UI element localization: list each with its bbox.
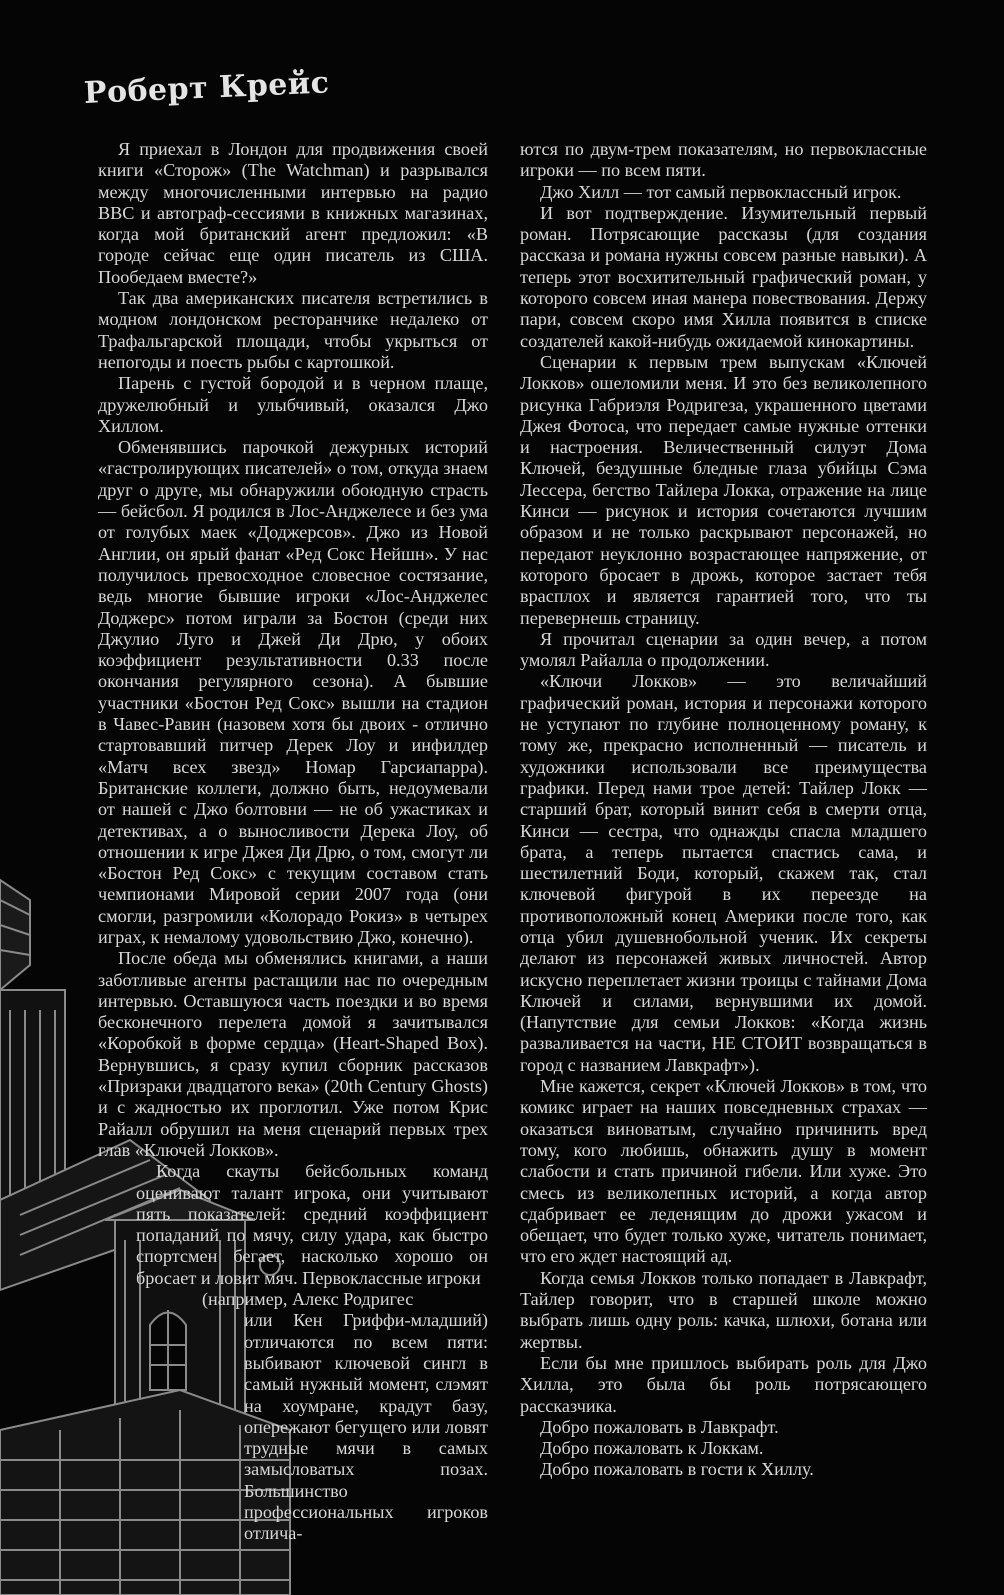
paragraph: «Ключи Локков» — это величайший графический роман, история и персонажи которого не уступают по глубине полноценному роману, к тому же, прекрасно исполненный — писатель и художники использовали все преимущества графики. Перед нами трое детей: Тайлер Локк — старший брат, который винит себя в смерти отца, Кинси — сестра, что однажды спасла младшего брата, а теперь пытается спастись сама, и шестилетний Боди, который, скажем так, стал ключевой фигурой в их переезде на противоположный конец Америки после того, как отца убил душевнобольной ученик. Их секреты делают из персонажей живых личностей. Автор искусно переплетает жизни троицы с тайнами Дома Ключей и силами, вернувшими их домой. (Напутствие для семьи Локков: «Когда жизнь разваливается на части, НЕ СТОИТ возвращаться в город с названием Лавкрафт»). — [520, 671, 927, 1075]
closing-line: Добро пожаловать в Лавкрафт. — [540, 1416, 779, 1437]
right-text-column — [520, 139, 927, 1481]
paragraph-continuation: (например, Алекс Родригес — [202, 1289, 414, 1310]
paragraph: После обеда мы обменялись книгами, а наши заботливые агенты растащили нас по очередным интервью. Оставшуюся часть поездки и во время бесконечного перелета домой я зачитывался «Коробкой в форме сердца» (Heart-Shaped Box). Вернувшись, я сразу купил сборник рассказов «Призраки двадцатого века» (20th Century Ghosts) и с жадностью их проглотил. Уже потом Крис Райалл обрушил на меня сценарий первых трех глав «Ключей Локков». — [98, 948, 488, 1160]
paragraph: Когда семья Локков только попадает в Лавкрафт, Тайлер говорит, что в старшей школе можно выбрать лишь одну роль: качка, шлюхи, ботана или жертвы. — [520, 1267, 927, 1352]
paragraph: Обменявшись парочкой дежурных историй «гастролирующих писателей» о том, откуда знаем друг о друге, мы обнаружили обоюдную страсть — бейсбол. Я родился в Лос-Анджелесе и без ума от голубых маек «Доджерсов». Джо из Новой Англии, он ярый фанат «Ред Сокс Нейшн». У нас получилось превосходное словесное состязание, ведь многие бывшие игроки «Лос-Анджелес Доджерс» потом играли за Бостон (среди них Джулио Луго и Джей Ди Дрю, у обоих коэффициент результативности 0.33 после окончания регулярного сезона). А бывшие участники «Бостон Ред Сокс» вышли на стадион в Чавес-Равин (назовем хотя бы двоих - отлично стартовавший питчер Дерек Лоу и инфилдер «Матч всех звезд» Номар Гарсиапарра). Британские коллеги, должно быть, недоумевали от нашей с Джо болтовни — не об ужастиках и детективах, а о выносливости Дерека Лоу, об отношении к игре Джея Ди Дрю, о том, смогут ли «Бостон Ред Сокс» с текущим составом стать чемпионами Мировой серии 2007 года (они смогли, разгромили «Колорадо Рокиз» в четырех играх, к немалому удовольствию Джо, конечно). — [98, 437, 488, 947]
closing-line: Добро пожаловать в гости к Хиллу. — [540, 1459, 814, 1480]
paragraph: Так два американских писателя встретились в модном лондонском ресторанчике недалеко от Трафальгарской площади, чтобы укрыться от непогоды и поесть рыбы с картошкой. — [98, 288, 488, 372]
page-title: Роберт Крейс — [83, 65, 331, 111]
paragraph: Если бы мне пришлось выбирать роль для Джо Хилла, это была бы роль потрясающего рассказчика. — [520, 1352, 927, 1416]
paragraph-continuation: ются по двум-трем показателям, но первоклассные игроки — по всем пяти. — [520, 139, 927, 181]
paragraph: Мне кажется, секрет «Ключей Локков» в том, что комикс играет на наших повседневных страхах — оказаться виноватым, случайно причинить вред тому, кого любишь, обнажить душу в момент слабости и стать причиной гибели. Или хуже. Это смесь из великолепных историй, а когда автор сдабривает ее леденящим до дрожи ужасом и обещает, что будет только хуже, читатель понимает, что его ждет настоящий ад. — [520, 1076, 927, 1267]
paragraph-continuation: или Кен Гриффи-младший) отличаются по всем пяти: выбивают ключевой сингл в самый нужный момент, слэмят на хоумране, крадут базу, опережают бегущего или ловят трудные мячи в самых замысловатых позах. Большинство профессиональных игроков отлича- — [244, 1310, 488, 1544]
paragraph: И вот подтверждение. Изумительный первый роман. Потрясающие рассказы (для создания рассказа и романа нужны совсем разные навыки). А теперь этот восхитительный графический роман, у которого совсем иная манера повествования. Держу пари, совсем скоро имя Хилла появится в списке создателей какой-нибудь ожидаемой кинокартины. — [520, 202, 927, 351]
paragraph: Когда скауты бейсбольных команд оценивают талант игрока, они учитывают пять показателей: средний коэффициент попаданий по мячу, силу удара, как быстро спортсмен бегает, насколько хорошо он бросает и ловит мяч. Первоклассные игроки — [136, 1161, 488, 1288]
paragraph: Я прочитал сценарии за один вечер, а потом умолял Райалла о продолжении. — [520, 628, 927, 671]
paragraph: Сценарии к первым трем выпускам «Ключей Локков» ошеломили меня. И это без великолепного рисунка Габриэля Родригеза, украшенного цветами Джея Фотоса, что передает самые нужные оттенки и настроения. Величественный силуэт Дома Ключей, бездушные бледные глаза убийцы Сэма Лессера, бегство Тайлера Локка, отражение на лице Кинси — рисунок и история сочетаются лучшим образом и не только раскрывают персонажей, но передают неуклонно возрастающее напряжение, от которого бросает в дрожь, которое застает тебя врасплох и является гарантией того, что ты перевернешь страницу. — [520, 351, 927, 628]
paragraph: Парень с густой бородой и в черном плаще, дружелюбный и улыбчивый, оказался Джо Хиллом. — [98, 373, 488, 436]
left-text-column — [98, 139, 488, 1545]
tower-roof — [0, 880, 30, 990]
paragraph: Я приехал в Лондон для продвижения своей книги «Сторож» (The Watchman) и разрывался между многочисленными интервью на радио BBC и автограф-сессиями в книжных магазинах, когда мой британский агент предложил: «В городе сейчас еще один писатель из США. Пообедаем вместе?» — [98, 139, 488, 287]
paragraph: Джо Хилл — тот самый первоклассный игрок. — [540, 181, 902, 202]
closing-line: Добро пожаловать к Локкам. — [540, 1438, 764, 1459]
